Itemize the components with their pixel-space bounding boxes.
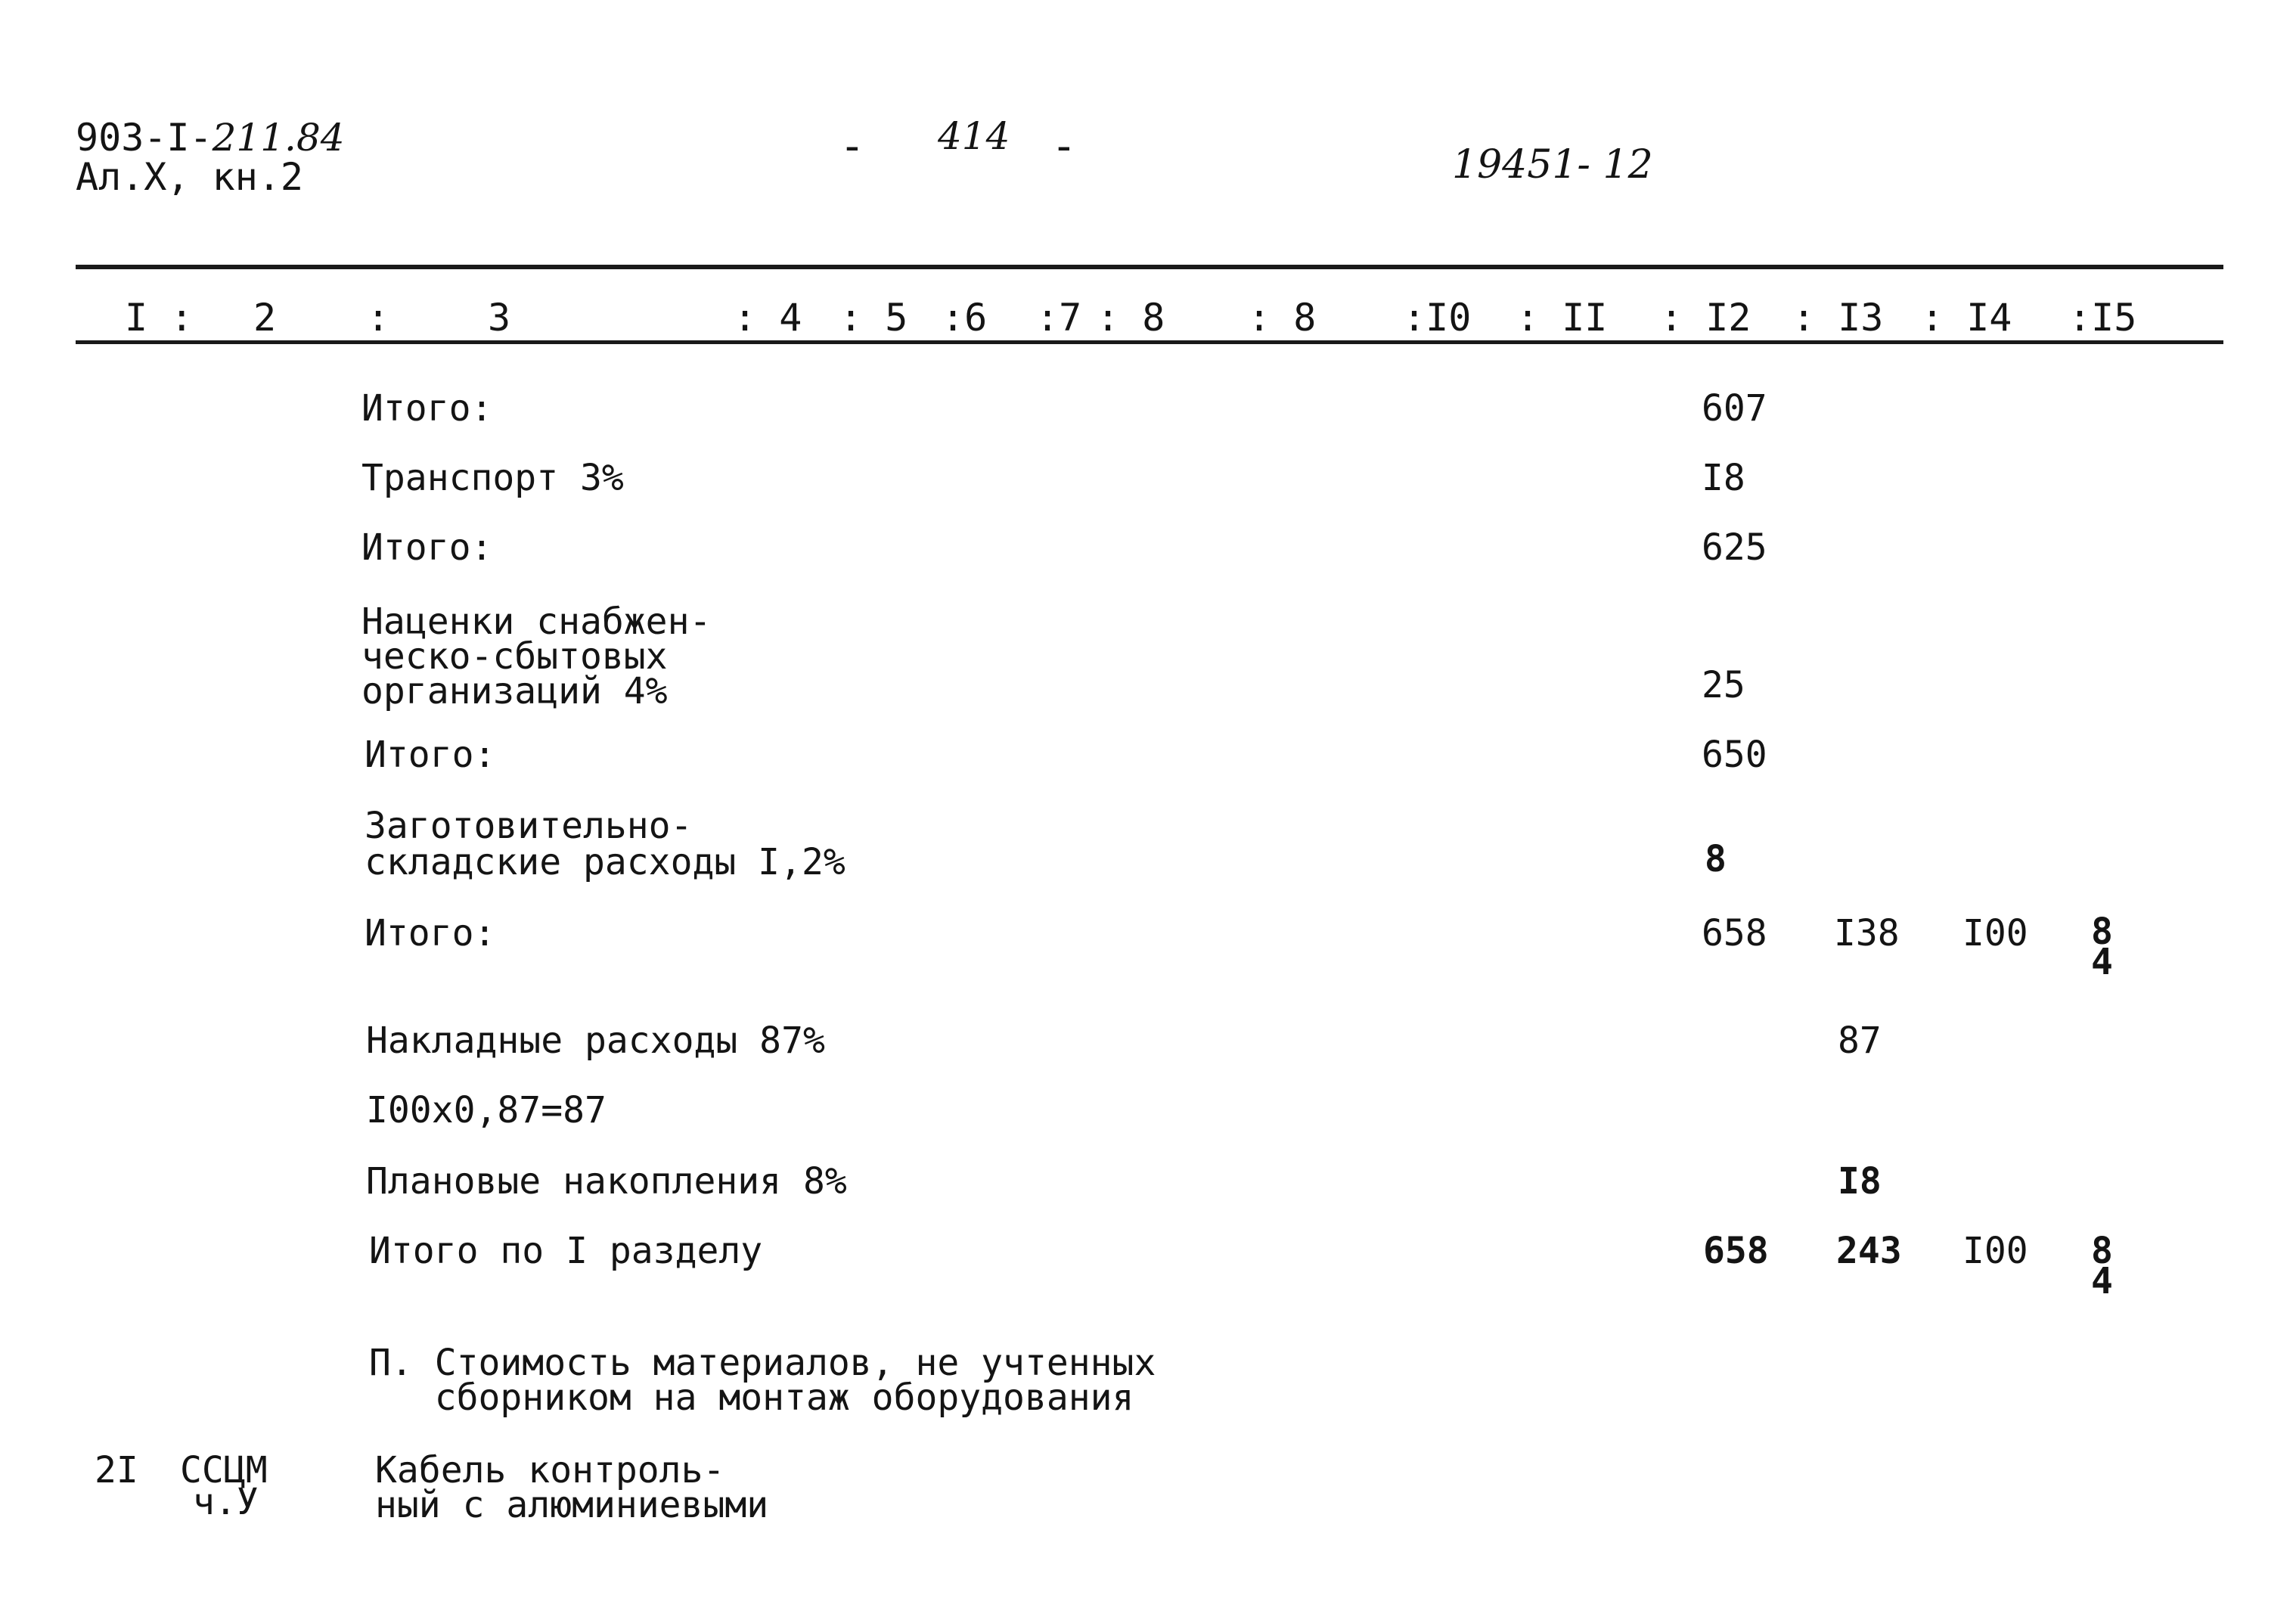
row-label-line: Наценки снабжен- bbox=[361, 601, 712, 643]
section-heading-line: П. Стоимость материалов, не учтенных bbox=[369, 1342, 1156, 1384]
col-header-1: I : bbox=[125, 296, 194, 340]
col-header-8b: : 8 bbox=[1248, 296, 1317, 340]
col-header-13: : I3 bbox=[1792, 296, 1884, 340]
doc-code bbox=[76, 116, 345, 160]
value-col-15: 8 4 bbox=[2091, 1230, 2113, 1302]
row-label-line: ческо-сбытовых bbox=[361, 635, 668, 678]
row-label: Итого по I разделу bbox=[369, 1230, 763, 1272]
col-header-4: : 4 bbox=[734, 296, 802, 340]
col-header-15: :I5 bbox=[2068, 296, 2137, 340]
entry-ref-line: ССЦМ bbox=[180, 1449, 268, 1491]
section-heading-line: сборником на монтаж оборудования bbox=[369, 1376, 1134, 1419]
col-header-12: : I2 bbox=[1660, 296, 1751, 340]
value-col-12: I8 bbox=[1702, 457, 1745, 499]
doc-code-prefix: 903-I- bbox=[76, 116, 213, 160]
entry-description-line: ный с алюминиевыми bbox=[375, 1484, 769, 1526]
col-header-14: : I4 bbox=[1921, 296, 2012, 340]
row-label: Накладные расходы 87% bbox=[366, 1020, 825, 1062]
registration-number: 19451- 12 bbox=[1452, 142, 1653, 188]
col-header-6: :6 bbox=[942, 296, 988, 340]
row-label: Итого: bbox=[361, 387, 493, 430]
col-header-7: :7 bbox=[1036, 296, 1082, 340]
doc-code-handwritten: 211.84 bbox=[212, 116, 345, 160]
entry-description-line: Кабель контроль- bbox=[375, 1449, 725, 1491]
row-label-line: складские расходы I,2% bbox=[365, 841, 845, 883]
col-header-2: 2 bbox=[253, 296, 277, 340]
row-label-line: Заготовительно- bbox=[365, 805, 693, 847]
col-header-8a: : 8 bbox=[1097, 296, 1165, 340]
value-col-13: I8 bbox=[1838, 1160, 1882, 1203]
row-label-line: организаций 4% bbox=[361, 670, 668, 712]
page-number-dash-right: - bbox=[1051, 122, 1077, 171]
value-col-14: I00 bbox=[1962, 1230, 2028, 1272]
col-header-5: : 5 bbox=[839, 296, 908, 340]
value-col-12: 658 bbox=[1703, 1230, 1769, 1272]
value-col-12: 25 bbox=[1702, 664, 1745, 706]
row-label: Плановые накопления 8% bbox=[366, 1160, 847, 1203]
page-number: 414 bbox=[938, 114, 1010, 158]
col-header-3: 3 bbox=[488, 296, 511, 340]
value-col-12: 658 bbox=[1702, 912, 1767, 954]
value-col-14: I00 bbox=[1962, 912, 2028, 954]
col-header-11: : II bbox=[1516, 296, 1608, 340]
entry-ref-line: ч.У bbox=[193, 1481, 259, 1523]
col-header-10: :I0 bbox=[1403, 296, 1472, 340]
row-label: Итого: bbox=[365, 912, 496, 954]
header-bottom-rule bbox=[76, 340, 2223, 344]
col-header-sep: : bbox=[367, 296, 390, 340]
page-number-dash-left: - bbox=[839, 122, 865, 171]
row-label: Транспорт 3% bbox=[361, 457, 624, 499]
row-label: Итого: bbox=[365, 734, 496, 776]
doc-subcode: Ал.Х, кн.2 bbox=[76, 155, 304, 199]
value-col-12: 607 bbox=[1702, 387, 1767, 430]
value-col-13: 243 bbox=[1836, 1230, 1902, 1272]
top-rule bbox=[76, 265, 2223, 269]
value-col-13: I38 bbox=[1834, 912, 1900, 954]
value-col-15: 8 4 bbox=[2091, 911, 2113, 983]
value-col-13: 87 bbox=[1838, 1020, 1882, 1062]
value-col-12: 625 bbox=[1702, 526, 1767, 569]
row-label: Итого: bbox=[361, 526, 493, 569]
value-col-12: 650 bbox=[1702, 734, 1767, 776]
entry-number: 2I bbox=[95, 1449, 138, 1491]
value-col-12: 8 bbox=[1705, 838, 1727, 880]
row-label: I00x0,87=87 bbox=[366, 1089, 607, 1131]
